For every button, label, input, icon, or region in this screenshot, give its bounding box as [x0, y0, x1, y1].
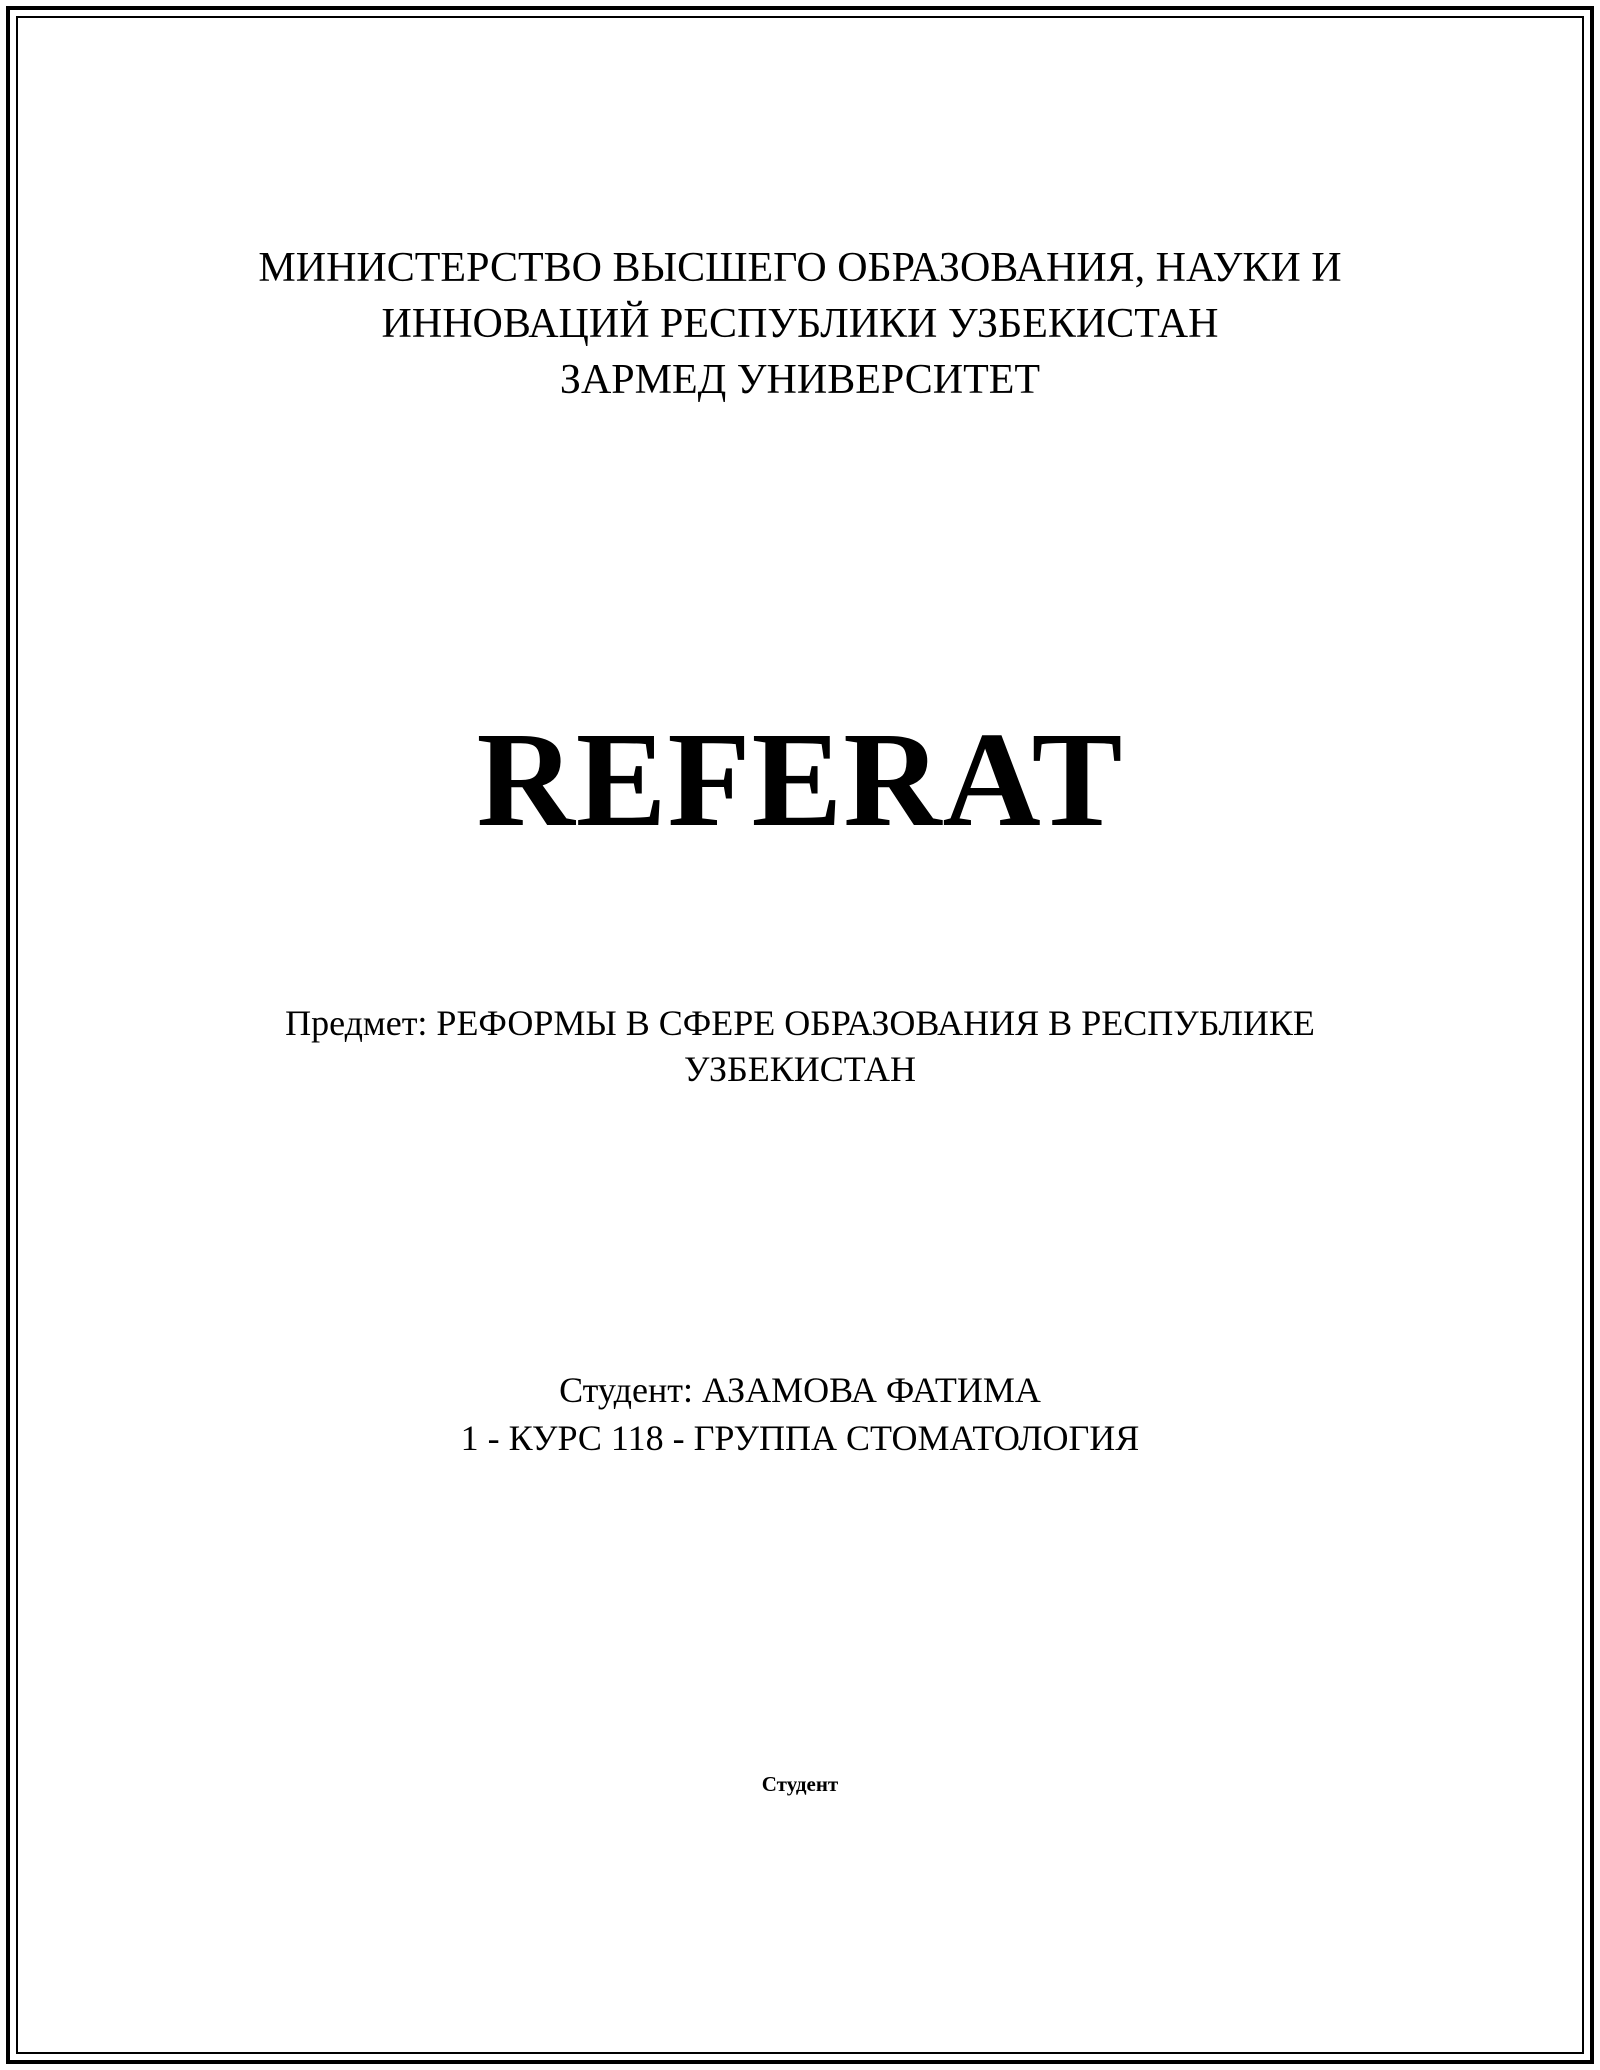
footer-student-label: Студент [761, 1772, 839, 1796]
document-title [0, 700, 1600, 860]
subject-block [0, 1000, 1600, 1092]
student-block [0, 1366, 1600, 1462]
institution-header [0, 240, 1600, 408]
student-group: 1 - КУРС 118 - ГРУППА СТОМАТОЛОГИЯ [460, 1418, 1140, 1458]
university-name: ЗАРМЕД УНИВЕРСИТЕТ [559, 357, 1041, 403]
ministry-line-1: МИНИСТЕРСТВО ВЫСШЕГО ОБРАЗОВАНИЯ, НАУКИ И [258, 245, 1342, 291]
title-text: REFERAT [476, 705, 1124, 855]
ministry-line-2: ИННОВАЦИЙ РЕСПУБЛИКИ УЗБЕКИСТАН [381, 301, 1219, 347]
subject-line-2: УЗБЕКИСТАН [684, 1049, 916, 1089]
footer-label [0, 1770, 1600, 1798]
student-name: Студент: АЗАМОВА ФАТИМА [559, 1370, 1041, 1410]
subject-line-1: Предмет: РЕФОРМЫ В СФЕРЕ ОБРАЗОВАНИЯ В РЕСПУБЛИКЕ [285, 1003, 1315, 1043]
